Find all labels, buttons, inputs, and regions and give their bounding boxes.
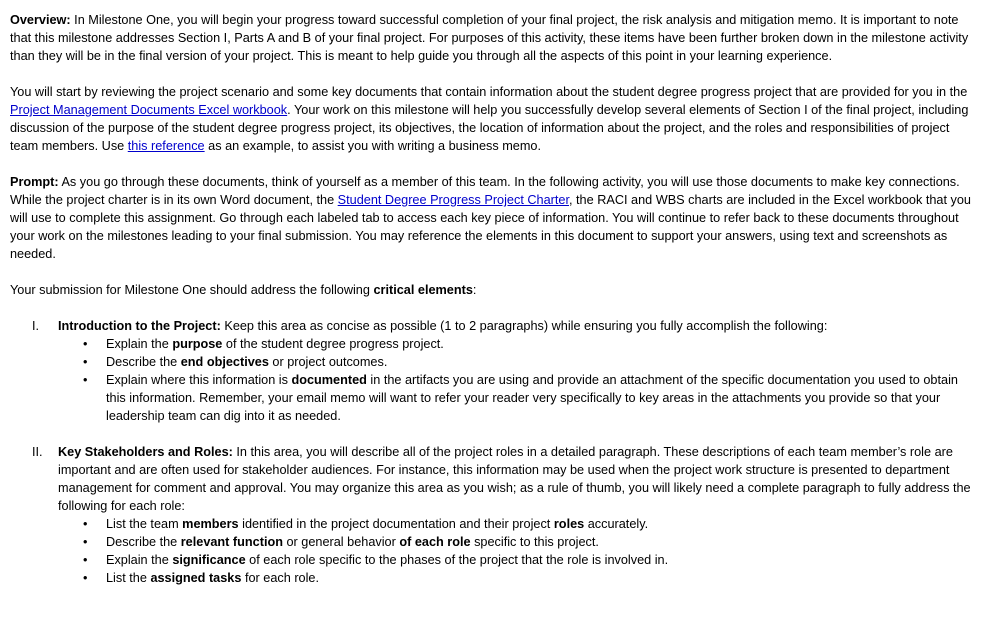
section-numeral: II. [32,445,43,459]
overview-label: Overview: [10,13,71,27]
item-bold: documented [291,373,367,387]
item-text: in the artifacts you are using and provide an attachment of the specific documentation you used to obtain this information. Remember, your email memo will want to refer your reader very specifically to key areas in the attachments you provide so that your leadership team can dig into it as needed. [106,373,958,423]
section-title: Key Stakeholders and Roles: [58,445,233,459]
section-heading [58,443,978,515]
item-text: or general behavior [282,535,400,549]
item-text: of each role specific to the phases of the project that the role is involved in. [245,553,669,567]
prompt-label: Prompt: [10,175,59,189]
intro-paragraph [10,83,978,155]
submission-paragraph [10,281,978,299]
item-text: specific to this project. [470,535,599,549]
item-text: Describe the [106,355,181,369]
item-text: for each role. [241,571,319,585]
item-text: List the team [106,517,183,531]
section-description: Keep this area as concise as possible (1 to 2 paragraphs) while ensuring you fully accomplish the following: [220,319,828,333]
section-description: In this area, you will describe all of the project roles in a detailed paragraph. These descriptions of each team member’s role are important and are often used for stakeholder audiences. For instance, this information may be used when the project work structure is presented to department management for comment and approval. You may organize this area as you wish; as a rule of thumb, you will likely need a complete paragraph to fully address the following for each role: [58,445,971,513]
item-bold: roles [553,517,585,531]
bullet-list [58,335,978,425]
prompt-paragraph [10,173,978,263]
overview-paragraph [10,11,978,65]
item-text: identified in the project documentation and their project [238,517,554,531]
section-stakeholders [10,443,978,587]
item-text: of the student degree progress project. [222,337,444,351]
item-bold: end objectives [180,355,269,369]
item-text: List the [106,571,151,585]
list-item [58,569,978,587]
intro-text-3: as an example, to assist you with writing a business memo. [204,139,541,153]
item-bold: purpose [172,337,223,351]
list-item [58,353,978,371]
intro-text-1: You will start by reviewing the project scenario and some key documents that contain information about the student degree progress project that are provided for you in the [10,85,968,99]
submission-text-2: : [472,283,477,297]
project-management-workbook-link[interactable]: Project Management Documents Excel workbook [10,103,288,117]
item-text: accurately. [584,517,649,531]
item-bold: relevant function [180,535,283,549]
section-introduction [10,317,978,425]
list-item [58,551,978,569]
item-text: Explain the [106,553,173,567]
memo-reference-link[interactable]: this reference [127,139,205,153]
submission-text-1: Your submission for Milestone One should address the following [10,283,374,297]
prompt-text-2: , the RACI and WBS charts are included in the Excel workbook that you will use to complete this assignment. Go through each labeled tab to access each key piece of information. You will continue to refer back to these documents throughout your work on the milestones leading to your final submission. You may reference the elements in this document to support your answers, using text and screenshots as needed. [10,193,971,261]
intro-text-2: . Your work on this milestone will help you successfully develop several elements of Section I of the final project, including discussion of the purpose of the student degree progress project, its objectives, the location of information about the project, and the roles and responsibilities of project team members. Use [10,103,969,153]
bullet-list [58,515,978,587]
item-bold: significance [172,553,246,567]
item-text: or project outcomes. [268,355,388,369]
list-item [58,335,978,353]
list-item [58,371,978,425]
item-text: Describe the [106,535,181,549]
item-bold: members [182,517,239,531]
item-bold: of each role [399,535,471,549]
section-title: Introduction to the Project: [58,319,221,333]
list-item [58,515,978,533]
critical-elements-label: critical elements [373,283,473,297]
prompt-text-1: As you go through these documents, think of yourself as a member of this team. In the following activity, you will use those documents to make key connections. While the project charter is in its own Word document, the [10,175,960,207]
item-text: Explain the [106,337,173,351]
list-item [58,533,978,551]
section-heading [58,317,978,335]
overview-text: In Milestone One, you will begin your progress toward successful completion of your final project, the risk analysis and mitigation memo. It is important to note that this milestone addresses Section I, Parts A and B of your final project. For purposes of this activity, these items have been further broken down in the milestone activity than they will be in the final version of your project. This is meant to help guide you through all the aspects of this point in your learning experience. [10,13,969,63]
section-numeral: I. [32,319,40,333]
project-charter-link[interactable]: Student Degree Progress Project Charter [337,193,569,207]
item-bold: assigned tasks [150,571,242,585]
item-text: Explain where this information is [106,373,292,387]
